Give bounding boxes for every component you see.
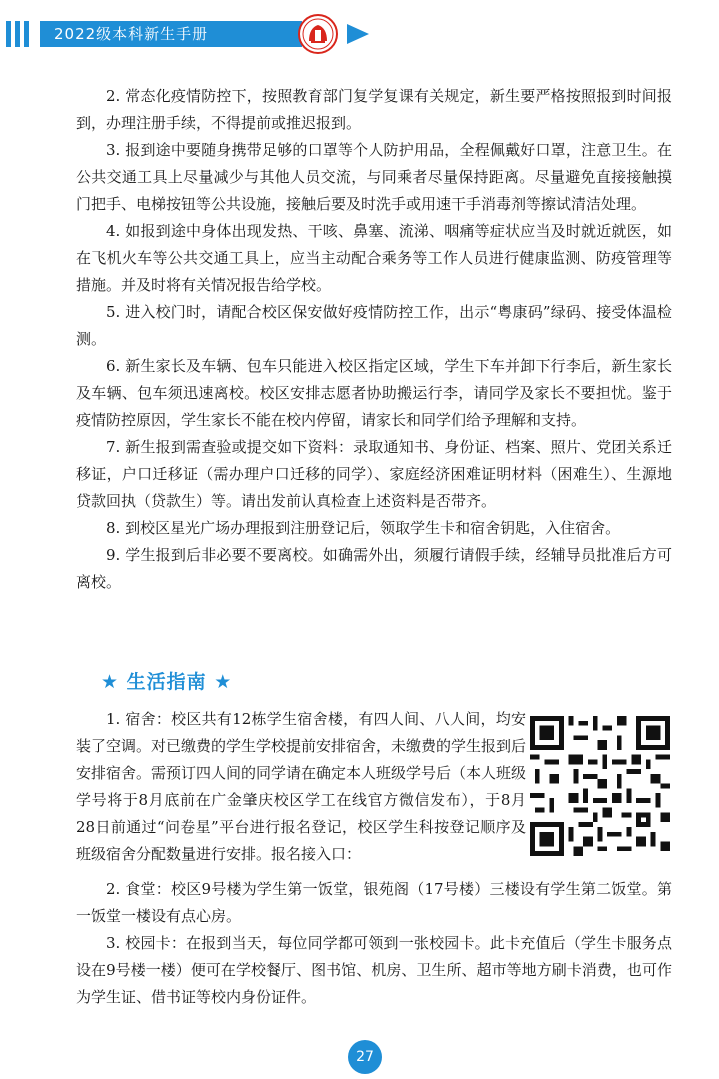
paragraph: 7. 新生报到需查验或提交如下资料：录取通知书、身份证、档案、照片、党团关系迁移证，户口迁移证（需办理户口迁移的同学）、家庭经济困难证明材料（困难生）、生源地贷款回执（贷款生）等。请出发前认真检查上述资料是否带齐。 bbox=[76, 438, 672, 510]
header-arrow-icon bbox=[347, 24, 369, 44]
page-header bbox=[0, 14, 719, 54]
qr-code[interactable] bbox=[530, 716, 670, 856]
section-title-life-guide: ★ 生活指南 ★ bbox=[101, 671, 233, 693]
paragraph: 8. 到校区星光广场办理报到注册登记后，领取学生卡和宿舍钥匙，入住宿舍。 bbox=[106, 519, 621, 537]
section-life-guide-continued bbox=[76, 876, 672, 1011]
university-logo bbox=[298, 14, 338, 54]
dormitory-paragraph-block bbox=[76, 706, 526, 868]
paragraph: 9. 学生报到后非必要不要离校。如确需外出，须履行请假手续，经辅导员批准后方可离校。 bbox=[76, 546, 672, 591]
handbook-title: 2022级本科新生手册 bbox=[40, 21, 302, 47]
paragraph: 3. 报到途中要随身携带足够的口罩等个人防护用品，全程佩戴好口罩，注意卫生。在公共交通工具上尽量减少与其他人员交流，与同乘者尽量保持距离。尽量避免直接接触摸门把手、电梯按钮等公共设施，接触后要及时洗手或用速干手消毒剂等擦试清洁处理。 bbox=[76, 141, 672, 213]
paragraph: 3. 校园卡：在报到当天，每位同学都可领到一张校园卡。此卡充值后（学生卡服务点设在9号楼一楼）便可在学校餐厅、图书馆、机房、卫生所、超市等地方刷卡消费，也可作为学生证、借书证等校内身份证件。 bbox=[76, 934, 672, 1006]
paragraph: 5. 进入校门时，请配合校区保安做好疫情防控工作，出示“粤康码”绿码、接受体温检测。 bbox=[76, 303, 672, 348]
paragraph: 2. 食堂：校区9号楼为学生第一饭堂，银苑阁（17号楼）三楼设有学生第二饭堂。第一饭堂一楼设有点心房。 bbox=[76, 880, 672, 925]
section-arrival-notes bbox=[76, 83, 672, 596]
page-number: 27 bbox=[348, 1040, 382, 1074]
paragraph: 2. 常态化疫情防控下，按照教育部门复学复课有关规定，新生要严格按照报到时间报到，办理注册手续，不得提前或推迟报到。 bbox=[76, 87, 672, 132]
paragraph: 1. 宿舍：校区共有12栋学生宿舍楼，有四人间、八人间，均安装了空调。对已缴费的学生学校提前安排宿舍，未缴费的学生报到后安排宿舍。需预订四人间的同学请在确定本人班级学号后（本人班级学号将于8月底前在广金肇庆校区学工在线官方微信发布），于8月28日前通过“问卷星”平台进行报名登记，校区学生科按登记顺序及班级宿舍分配数量进行安排。报名接入口： bbox=[76, 710, 527, 863]
paragraph: 4. 如报到途中身体出现发热、干咳、鼻塞、流涕、咽痛等症状应当及时就近就医，如在飞机火车等公共交通工具上，应当主动配合乘务等工作人员进行健康监测、防疫管理等措施。并及时将有关情况报告给学校。 bbox=[76, 222, 672, 294]
paragraph: 6. 新生家长及车辆、包车只能进入校区指定区域，学生下车并卸下行李后，新生家长及车辆、包车须迅速离校。校区安排志愿者协助搬运行李，请同学及家长不要担忧。鉴于疫情防控原因，学生家长不能在校内停留，请家长和同学们给予理解和支持。 bbox=[76, 357, 672, 429]
